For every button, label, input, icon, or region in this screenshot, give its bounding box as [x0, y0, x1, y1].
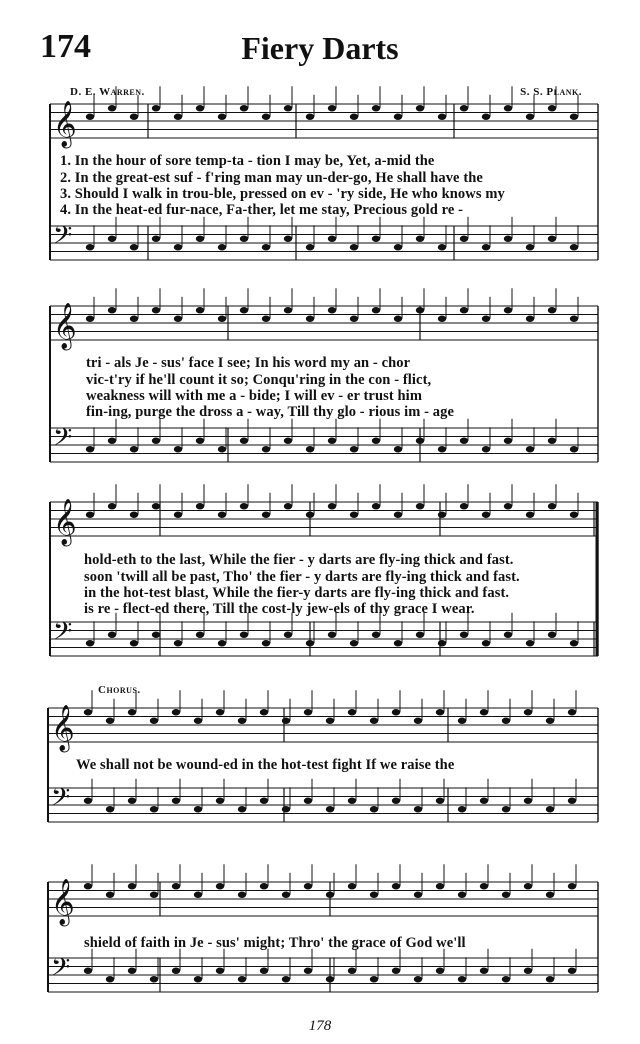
note-head	[128, 798, 136, 804]
note-head	[482, 446, 490, 452]
note-head	[306, 316, 314, 322]
treble-clef-icon: 𝄞	[53, 303, 77, 349]
note-head	[262, 640, 270, 646]
note-head	[416, 307, 424, 313]
note-head	[504, 236, 512, 242]
note-head	[548, 236, 556, 242]
note-head	[414, 976, 422, 982]
note-head	[414, 806, 422, 812]
note-head	[504, 438, 512, 444]
note-head	[392, 968, 400, 974]
note-head	[194, 892, 202, 898]
note-head	[460, 503, 468, 509]
note-head	[370, 976, 378, 982]
note-head	[284, 438, 292, 444]
note-head	[150, 806, 158, 812]
note-head	[260, 798, 268, 804]
note-head	[416, 236, 424, 242]
note-head	[240, 236, 248, 242]
note-head	[284, 503, 292, 509]
note-head	[84, 798, 92, 804]
note-head	[152, 503, 160, 509]
note-head	[394, 244, 402, 250]
note-head	[328, 105, 336, 111]
note-head	[458, 892, 466, 898]
note-head	[130, 512, 138, 518]
bass-clef-icon: 𝄢	[53, 221, 73, 256]
note-head	[306, 244, 314, 250]
note-head	[546, 892, 554, 898]
note-head	[260, 709, 268, 715]
note-head	[128, 709, 136, 715]
bass-clef-icon: 𝄢	[53, 617, 73, 652]
note-head	[482, 244, 490, 250]
note-head	[504, 307, 512, 313]
note-head	[196, 438, 204, 444]
hymn-number: 174	[40, 28, 91, 65]
note-head	[174, 316, 182, 322]
note-head	[262, 244, 270, 250]
note-head	[436, 798, 444, 804]
note-head	[108, 236, 116, 242]
note-head	[174, 114, 182, 120]
note-head	[348, 709, 356, 715]
lyric-line: 3. Should I walk in trou-ble, pressed on ev - 'ry side, He who knows my	[60, 186, 505, 202]
note-head	[436, 883, 444, 889]
note-head	[218, 114, 226, 120]
note-head	[526, 244, 534, 250]
note-head	[372, 307, 380, 313]
note-head	[216, 798, 224, 804]
note-head	[438, 316, 446, 322]
note-head	[86, 244, 94, 250]
note-head	[526, 512, 534, 518]
note-head	[86, 640, 94, 646]
note-head	[438, 512, 446, 518]
note-head	[240, 105, 248, 111]
note-head	[524, 968, 532, 974]
note-head	[350, 640, 358, 646]
lyric-line: soon 'twill all be past, Tho' the fier - y darts are fly-ing thick and fast.	[84, 569, 520, 585]
note-head	[568, 798, 576, 804]
note-head	[240, 632, 248, 638]
note-head	[570, 512, 578, 518]
note-head	[304, 883, 312, 889]
treble-clef-icon: 𝄞	[53, 101, 77, 147]
note-head	[504, 503, 512, 509]
note-head	[108, 503, 116, 509]
note-head	[458, 718, 466, 724]
note-head	[284, 307, 292, 313]
note-head	[196, 307, 204, 313]
note-head	[328, 438, 336, 444]
note-head	[174, 512, 182, 518]
note-head	[548, 438, 556, 444]
note-head	[106, 806, 114, 812]
note-head	[84, 709, 92, 715]
note-head	[568, 968, 576, 974]
note-head	[548, 105, 556, 111]
lyric-line: 2. In the great-est suf - f'ring man may un-der-go, He shall have the	[60, 170, 483, 186]
note-head	[240, 503, 248, 509]
note-head	[150, 718, 158, 724]
note-head	[240, 438, 248, 444]
note-head	[480, 709, 488, 715]
note-head	[326, 806, 334, 812]
note-head	[152, 307, 160, 313]
note-head	[504, 632, 512, 638]
note-head	[216, 883, 224, 889]
note-head	[84, 883, 92, 889]
note-head	[392, 883, 400, 889]
note-head	[392, 709, 400, 715]
note-head	[526, 640, 534, 646]
note-head	[350, 114, 358, 120]
note-head	[108, 105, 116, 111]
note-head	[370, 718, 378, 724]
note-head	[328, 236, 336, 242]
lyric-line: hold-eth to the last, While the fier - y darts are fly-ing thick and fast.	[84, 552, 514, 568]
bass-clef-icon: 𝄢	[51, 783, 71, 818]
lyric-line: is re - flect-ed there, Till the cost-ly jew-els of thy grace I wear.	[84, 601, 475, 617]
note-head	[394, 512, 402, 518]
note-head	[174, 244, 182, 250]
note-head	[130, 316, 138, 322]
note-head	[172, 968, 180, 974]
note-head	[570, 446, 578, 452]
note-head	[282, 718, 290, 724]
note-head	[568, 883, 576, 889]
lyricist-credit: D. E. Warren.	[70, 86, 145, 98]
note-head	[482, 316, 490, 322]
note-head	[370, 806, 378, 812]
note-head	[328, 307, 336, 313]
note-head	[108, 307, 116, 313]
note-head	[524, 798, 532, 804]
note-head	[414, 718, 422, 724]
note-head	[416, 438, 424, 444]
note-head	[218, 316, 226, 322]
note-head	[106, 718, 114, 724]
note-head	[260, 968, 268, 974]
note-head	[130, 446, 138, 452]
note-head	[480, 968, 488, 974]
note-head	[238, 892, 246, 898]
lyric-line: We shall not be wound-ed in the hot-test fight If we raise the	[76, 757, 455, 773]
note-head	[460, 438, 468, 444]
note-head	[548, 632, 556, 638]
note-head	[328, 503, 336, 509]
note-head	[306, 114, 314, 120]
note-head	[196, 236, 204, 242]
note-head	[172, 709, 180, 715]
treble-clef-icon: 𝄞	[53, 499, 77, 545]
note-head	[306, 512, 314, 518]
note-head	[438, 244, 446, 250]
note-head	[372, 236, 380, 242]
note-head	[524, 883, 532, 889]
note-head	[458, 976, 466, 982]
note-head	[130, 640, 138, 646]
note-head	[350, 512, 358, 518]
note-head	[108, 632, 116, 638]
note-head	[150, 892, 158, 898]
note-head	[458, 806, 466, 812]
note-head	[86, 114, 94, 120]
note-head	[326, 976, 334, 982]
bass-clef-icon: 𝄢	[53, 423, 73, 458]
note-head	[482, 114, 490, 120]
lyric-line: shield of faith in Je - sus' might; Thro' the grace of God we'll	[84, 935, 466, 951]
chorus-label: Chorus.	[98, 684, 141, 696]
lyric-line: 1. In the hour of sore temp-ta - tion I may be, Yet, a-mid the	[60, 153, 435, 169]
note-head	[524, 709, 532, 715]
note-head	[460, 632, 468, 638]
lyric-line: weakness will with me a - bide; I will ev - er trust him	[86, 388, 422, 404]
note-head	[482, 640, 490, 646]
note-head	[106, 976, 114, 982]
note-head	[262, 512, 270, 518]
note-head	[306, 446, 314, 452]
note-head	[218, 640, 226, 646]
note-head	[304, 968, 312, 974]
note-head	[84, 968, 92, 974]
note-head	[260, 883, 268, 889]
note-head	[436, 709, 444, 715]
note-head	[570, 640, 578, 646]
note-head	[238, 718, 246, 724]
note-head	[460, 105, 468, 111]
note-head	[194, 806, 202, 812]
note-head	[416, 503, 424, 509]
note-head	[216, 709, 224, 715]
note-head	[502, 976, 510, 982]
note-head	[284, 105, 292, 111]
note-head	[546, 976, 554, 982]
note-head	[282, 976, 290, 982]
note-head	[570, 244, 578, 250]
note-head	[86, 446, 94, 452]
note-head	[548, 307, 556, 313]
note-head	[526, 316, 534, 322]
composer-credit: S. S. Plank.	[520, 86, 582, 98]
note-head	[108, 438, 116, 444]
note-head	[238, 976, 246, 982]
note-head	[350, 446, 358, 452]
note-head	[526, 446, 534, 452]
note-head	[546, 718, 554, 724]
note-head	[152, 236, 160, 242]
note-head	[416, 105, 424, 111]
note-head	[196, 105, 204, 111]
treble-clef-icon: 𝄞	[51, 705, 75, 751]
note-head	[370, 892, 378, 898]
note-head	[568, 709, 576, 715]
note-head	[526, 114, 534, 120]
note-head	[348, 798, 356, 804]
page-number: 178	[308, 1018, 332, 1034]
note-head	[194, 976, 202, 982]
note-head	[350, 244, 358, 250]
note-head	[372, 632, 380, 638]
note-head	[152, 105, 160, 111]
lyric-line: vic-t'ry if he'll count it so; Conqu'ring in the con - flict,	[86, 372, 432, 388]
note-head	[150, 976, 158, 982]
note-head	[172, 883, 180, 889]
note-head	[218, 244, 226, 250]
note-head	[194, 718, 202, 724]
note-head	[392, 798, 400, 804]
note-head	[372, 105, 380, 111]
note-head	[130, 244, 138, 250]
note-head	[394, 316, 402, 322]
note-head	[284, 236, 292, 242]
note-head	[152, 632, 160, 638]
note-head	[328, 632, 336, 638]
note-head	[502, 892, 510, 898]
lyric-line: fin-ing, purge the dross a - way, Till thy glo - rious im - age	[86, 404, 455, 420]
note-head	[394, 640, 402, 646]
note-head	[372, 503, 380, 509]
treble-clef-icon: 𝄞	[51, 879, 75, 925]
bass-clef-icon: 𝄢	[51, 953, 71, 988]
note-head	[262, 316, 270, 322]
note-head	[438, 446, 446, 452]
note-head	[304, 709, 312, 715]
note-head	[570, 114, 578, 120]
lyric-line: in the hot-test blast, While the fier-y darts are fly-ing thick and fast.	[84, 585, 510, 601]
note-head	[502, 806, 510, 812]
note-head	[504, 105, 512, 111]
note-head	[436, 968, 444, 974]
note-head	[174, 446, 182, 452]
note-head	[262, 446, 270, 452]
hymn-title: Fiery Darts	[241, 30, 399, 66]
note-head	[480, 798, 488, 804]
note-head	[130, 114, 138, 120]
note-head	[502, 718, 510, 724]
note-head	[460, 236, 468, 242]
note-head	[438, 114, 446, 120]
note-head	[218, 446, 226, 452]
note-head	[306, 640, 314, 646]
note-head	[282, 806, 290, 812]
note-head	[86, 512, 94, 518]
note-head	[480, 883, 488, 889]
note-head	[372, 438, 380, 444]
note-head	[284, 632, 292, 638]
lyric-line: tri - als Je - sus' face I see; In his word my an - chor	[86, 355, 411, 371]
note-head	[218, 512, 226, 518]
note-head	[326, 718, 334, 724]
note-head	[438, 640, 446, 646]
note-head	[282, 892, 290, 898]
note-head	[460, 307, 468, 313]
note-head	[394, 446, 402, 452]
note-head	[172, 798, 180, 804]
note-head	[128, 883, 136, 889]
note-head	[326, 892, 334, 898]
note-head	[548, 503, 556, 509]
note-head	[348, 968, 356, 974]
note-head	[216, 968, 224, 974]
note-head	[128, 968, 136, 974]
note-head	[394, 114, 402, 120]
note-head	[348, 883, 356, 889]
note-head	[304, 798, 312, 804]
lyric-line: 4. In the heat-ed fur-nace, Fa-ther, let me stay, Precious gold re -	[60, 202, 464, 218]
note-head	[196, 632, 204, 638]
note-head	[482, 512, 490, 518]
note-head	[414, 892, 422, 898]
note-head	[196, 503, 204, 509]
note-head	[546, 806, 554, 812]
note-head	[238, 806, 246, 812]
note-head	[106, 892, 114, 898]
note-head	[86, 316, 94, 322]
note-head	[350, 316, 358, 322]
note-head	[240, 307, 248, 313]
note-head	[174, 640, 182, 646]
note-head	[570, 316, 578, 322]
note-head	[416, 632, 424, 638]
note-head	[262, 114, 270, 120]
note-head	[152, 438, 160, 444]
